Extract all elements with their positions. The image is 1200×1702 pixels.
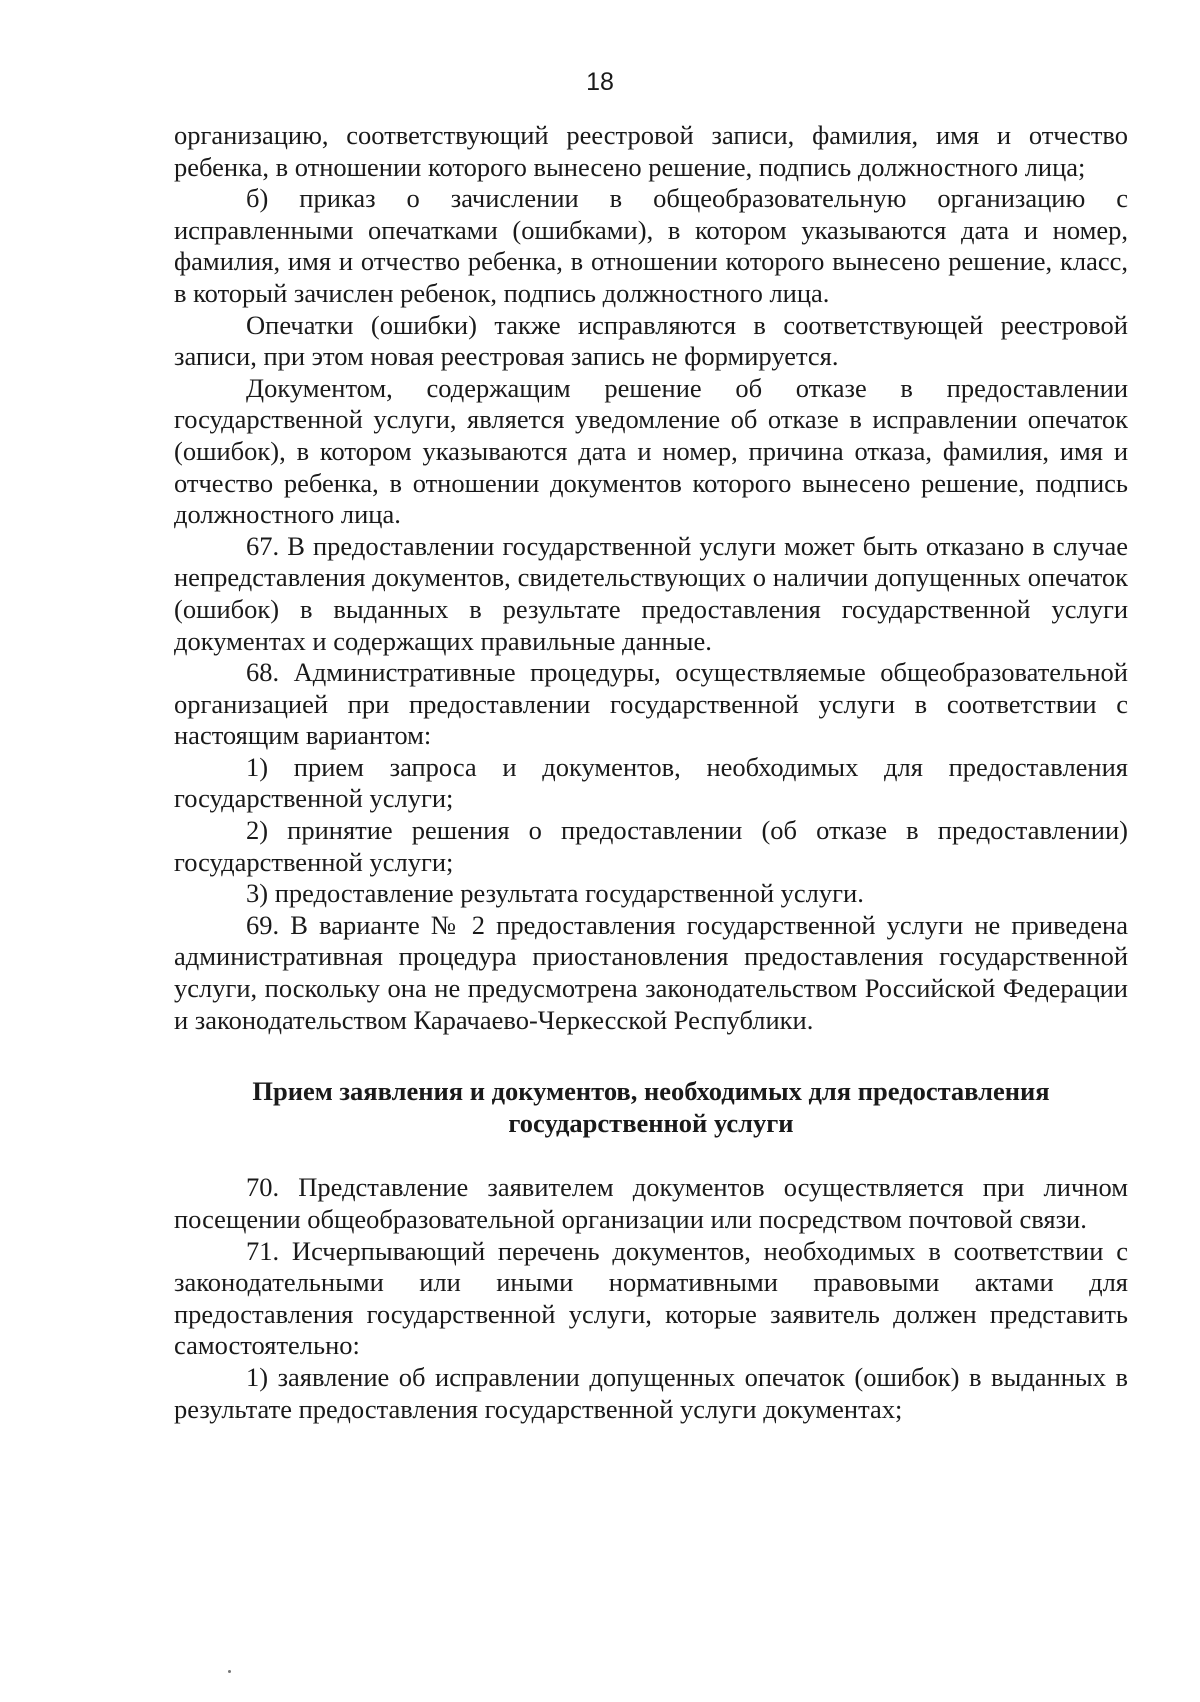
paragraph: 68. Административные процедуры, осуществляемые общеобразовательной организацией при предоставлении государственной услуги в соответствии с настоящим вариантом:: [174, 657, 1128, 751]
paragraph: Документом, содержащим решение об отказе в предоставлении государственной услуги, является уведомление об отказе в исправлении опечаток (ошибок), в котором указываются дата и номер, причина отказа, фамилия, имя и отчество ребенка, в отношении документов которого вынесено решение, подпись должностного лица.: [174, 372, 1128, 530]
section-heading: Прием заявления и документов, необходимых для предоставления государственной услуги: [252, 1076, 1050, 1138]
list-item: 3) предоставление результата государственной услуги.: [246, 878, 864, 909]
paragraph: б) приказ о зачислении в общеобразовательную организацию с исправленными опечатками (ошибками), в котором указываются дата и номер, фамилия, имя и отчество ребенка, в отношении которого вынесено решение, класс, в который зачислен ребенок, подпись должностного лица.: [174, 183, 1128, 308]
paragraph: 67. В предоставлении государственной услуги может быть отказано в случае непредставления документов, свидетельствующих о наличии допущенных опечаток (ошибок) в выданных в результате предоставления государственной услуги документах и содержащих правильные данные.: [174, 530, 1128, 656]
paragraph: Опечатки (ошибки) также исправляются в соответствующей реестровой записи, при этом новая реестровая запись не формируется.: [174, 309, 1128, 372]
paragraph: 71. Исчерпывающий перечень документов, необходимых в соответствии с законодательными или иными нормативными правовыми актами для предоставления государственной услуги, которые заявитель должен представить самостоятельно:: [174, 1235, 1128, 1361]
paragraph: 70. Представление заявителем документов осуществляется при личном посещении общеобразовательной организации или посредством почтовой связи.: [174, 1172, 1128, 1234]
page-number: 18: [586, 68, 614, 96]
list-item: 1) прием запроса и документов, необходимых для предоставления государственной услуги;: [174, 751, 1128, 814]
paragraph: организацию, соответствующий реестровой записи, фамилия, имя и отчество ребенка, в отношении которого вынесено решение, подпись должностного лица;: [174, 120, 1128, 182]
scan-speck: [228, 1670, 231, 1673]
list-item: 2) принятие решения о предоставлении (об отказе в предоставлении) государственной услуги;: [174, 815, 1128, 877]
document-body: [174, 120, 1128, 1425]
paragraph: 69. В варианте № 2 предоставления государственной услуги не приведена административная процедура приостановления предоставления государственной услуги, поскольку она не предусмотрена законодательством Российской Федерации и законодательством Карачаево-Черкесской Республики.: [174, 909, 1128, 1035]
list-item: 1) заявление об исправлении допущенных опечаток (ошибок) в выданных в результате предоставления государственной услуги документах;: [174, 1361, 1128, 1424]
